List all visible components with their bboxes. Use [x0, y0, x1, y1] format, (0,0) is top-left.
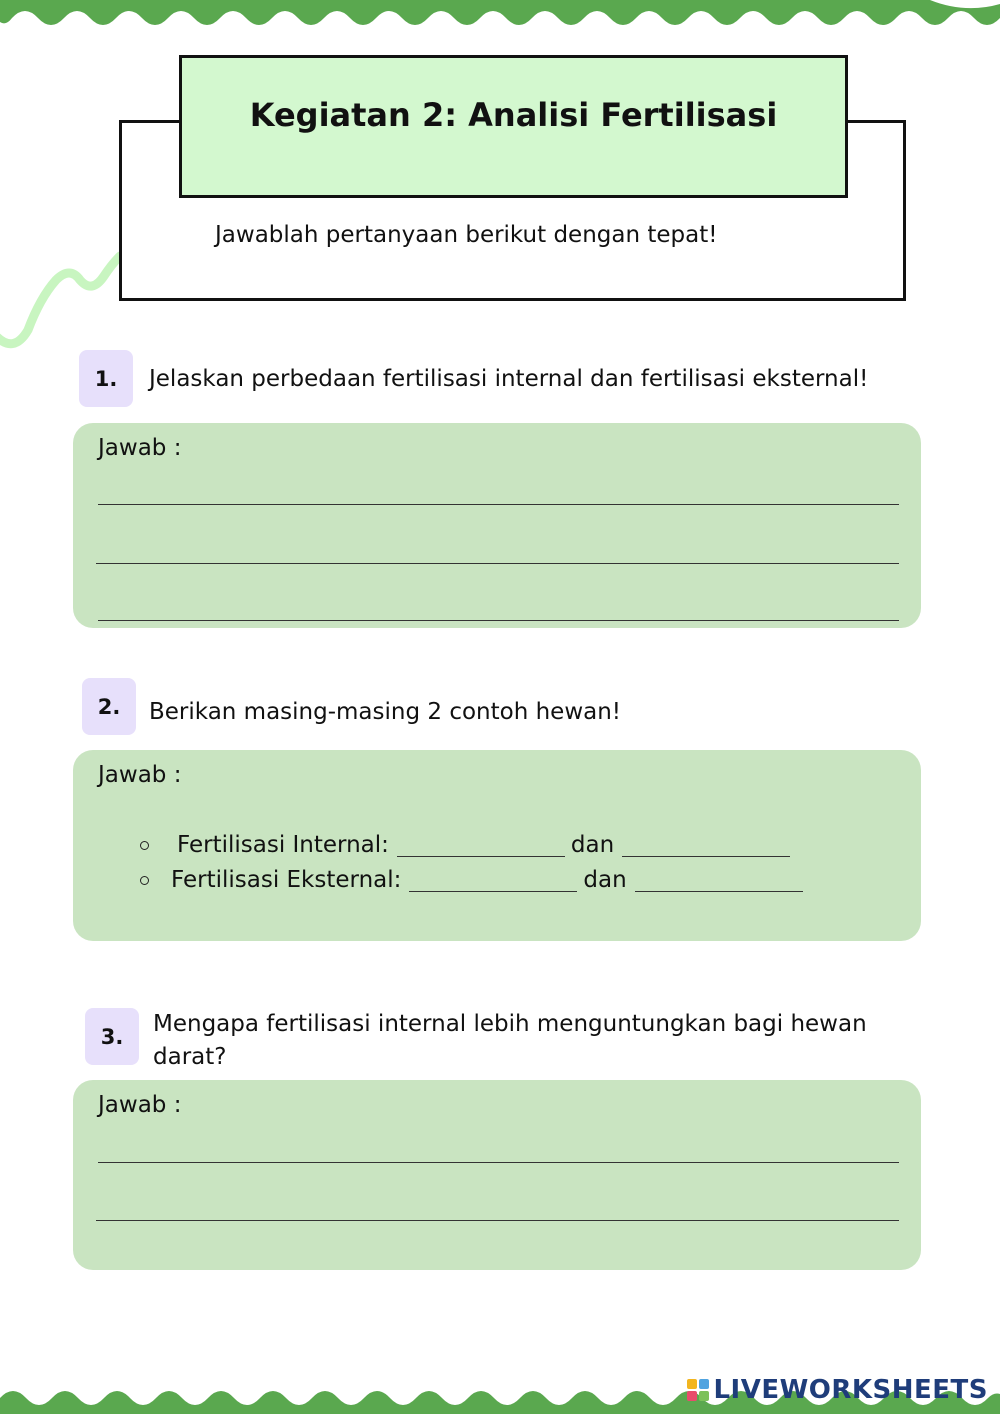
- answer-label: Jawab :: [98, 1092, 182, 1118]
- question-number-badge: 3.: [85, 1008, 139, 1065]
- fill-blank[interactable]: [622, 834, 790, 857]
- question-text: Berikan masing-masing 2 contoh hewan!: [149, 699, 622, 725]
- answer-line[interactable]: [96, 563, 899, 564]
- bullet-icon: [140, 841, 149, 850]
- list-item: [140, 832, 796, 858]
- answer-label: Jawab :: [98, 435, 182, 461]
- page-title: Kegiatan 2: Analisi Fertilisasi: [249, 95, 778, 134]
- brand-logo[interactable]: [687, 1375, 988, 1405]
- list-item: [140, 867, 809, 893]
- joiner-text: dan: [583, 867, 627, 893]
- fill-blank[interactable]: [409, 869, 577, 892]
- decorative-squiggle: [0, 236, 130, 356]
- answer-line[interactable]: [96, 1220, 899, 1221]
- question-text: Mengapa fertilisasi internal lebih menguntungkan bagi hewan darat?: [153, 1011, 867, 1070]
- question-number-badge: 1.: [79, 350, 133, 407]
- bullet-icon: [140, 876, 149, 885]
- fill-blank[interactable]: [397, 834, 565, 857]
- brand-name: LIVEWORKSHEETS: [713, 1375, 988, 1405]
- answer-label: Jawab :: [98, 762, 182, 788]
- joiner-text: dan: [570, 832, 615, 858]
- answer-box: [73, 750, 921, 941]
- question-text: Jelaskan perbedaan fertilisasi internal dan fertilisasi eksternal!: [149, 366, 869, 392]
- item-label: Fertilisasi Eksternal:: [171, 867, 402, 893]
- answer-line[interactable]: [98, 1162, 899, 1163]
- instruction-text: Jawablah pertanyaan berikut dengan tepat!: [215, 222, 718, 248]
- title-box: [179, 55, 848, 198]
- answer-line[interactable]: [98, 504, 899, 505]
- item-label: Fertilisasi Internal:: [177, 832, 389, 858]
- logo-grid-icon: [687, 1379, 709, 1401]
- top-wave-border: [0, 0, 1000, 34]
- answer-line[interactable]: [98, 620, 899, 621]
- question-number-badge: 2.: [82, 678, 136, 735]
- answer-box: [73, 1080, 921, 1270]
- answer-box: [73, 423, 921, 628]
- fill-blank[interactable]: [635, 869, 803, 892]
